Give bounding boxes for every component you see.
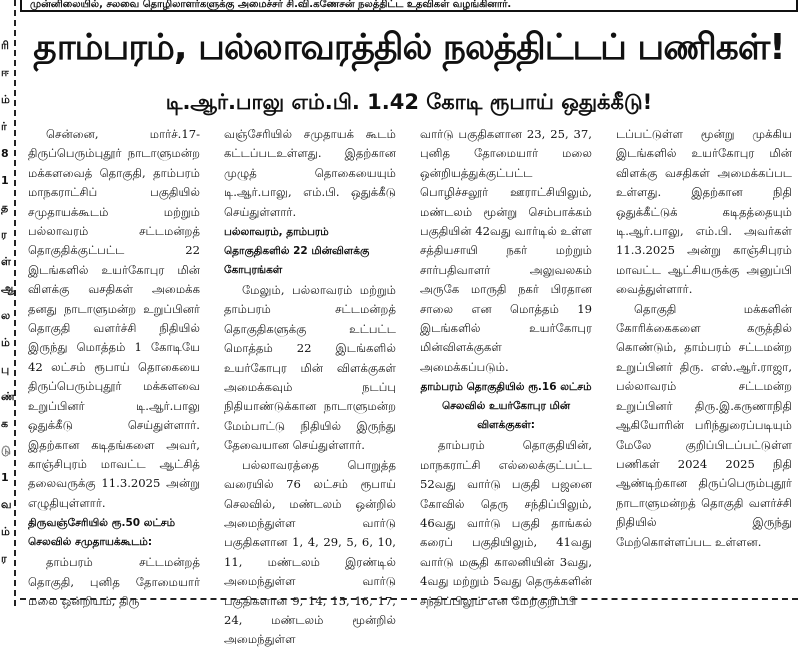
adjacent-text-fragment: ர — [1, 552, 7, 565]
adjacent-text-fragment: த — [1, 201, 9, 214]
section-subheading: தாம்பரம் தொகுதியில் ரூ.16 லட்சம் செலவில் உயர்கோபுர மின் விளக்குகள்: — [420, 381, 592, 432]
paragraph: தாம்பரம் தொகுதியின், மாநகராட்சி எல்லைக்குட்பட்ட 52வது வார்டு பகுதி பஜனை கோவில் தெரு சந்திப்பிலும், 46வது வார்டு பகுதி தாங்கல் கரைப் பகுதியிலும், 41வது வார்டு மசூதி காலனியின் 3வது, 4வது மற்றும் 5வது தெருக்களின் சந்திப்பிலும் என மேற்குறிப்பி — [420, 438, 592, 608]
article-column-3 — [420, 125, 592, 608]
article-body — [28, 125, 798, 647]
adjacent-text-fragment: ம் — [1, 336, 10, 349]
adjacent-text-fragment: ண் — [1, 390, 15, 403]
paragraph: வஞ்சேரியில் சமுதாயக் கூடம் கட்டப்படஉள்ளது. இதற்கான முழுத் தொகையையும் டி.ஆர்.பாலு, எம்.பி. ஒதுக்கீடு செய்துள்ளார். — [224, 127, 396, 219]
bottom-divider — [20, 598, 798, 600]
paragraph: சென்னை, மார்ச்.17- திருப்பெரும்புதூர் நாடாளுமன்ற மக்களவைத் தொகுதி, தாம்பரம் மாநகராட்சிப் பகுதியில் சமுதாயக்கூடம் மற்றும் பல்லாவரம் சட்டமன்றத் தொகுதிக்குட்பட்ட 22 இடங்களில் உயர்கோபுர மின் விளக்கு வசதிகள் அமைக்க தனது நாடாளுமன்ற உறுப்பினர் தொகுதி வளர்ச்சி நிதியில் இருந்து மொத்தம் 1 கோடியே 42 லட்சம் ரூபாய் தொகையை திருப்பெரும்புதூர் மக்களவை உறுப்பினர் டி.ஆர்.பாலு ஒதுக்கீடு செய்துள்ளார். இதற்கான கடிதங்களை அவர், காஞ்சிபுரம் மாவட்ட ஆட்சித் தலைவருக்கு 11.3.2025 அன்று எழுதியுள்ளார். — [28, 127, 200, 510]
paragraph: தாம்பரம் சட்டமன்றத் தொகுதி, புனித தோமையார் மலை ஒன்றியம், திரு — [28, 555, 200, 608]
paragraph: பல்லாவரத்தை பொறுத்த வரையில் 76 லட்சம் ரூபாய் செலவில், மண்டலம் ஒன்றில் அமைந்துள்ள வார்டு பகுதிகளான 1, 4, 29, 5, 6, 10, 11, மண்டலம் இரண்டில் அமைந்துள்ள வார்டு பகுதிகளான 9, 14, 15, 16, 17, 24, மண்டலம் மூன்றில் அமைந்துள்ள — [224, 457, 396, 647]
adjacent-text-fragment: டு — [1, 444, 11, 457]
adjacent-text-fragment: பு — [1, 363, 10, 376]
paragraph: டப்பட்டுள்ள மூன்று முக்கிய இடங்களில் உயர்கோபுர மின் விளக்கு வசதிகள் அமைக்கப்பட உள்ளது. இதற்கான நிதி ஒதுக்கீட்டுக் கடிதத்தையும் டி.ஆர்.பாலு, எம்.பி. அவர்கள் 11.3.2025 அன்று காஞ்சிபுரம் மாவட்ட ஆட்சியருக்கு அனுப்பி வைத்துள்ளார். — [616, 127, 792, 297]
article-column-4 — [616, 125, 792, 595]
previous-article-caption: முன்னிலையில், சலவை தொழிலாளர்களுக்கு அமைச்சர் சி.வி.கணேசன் நலத்திட்ட உதவிகள் வழங்கினார். — [20, 0, 798, 12]
article-subheadline: டி.ஆர்.பாலு எம்.பி. 1.42 கோடி ரூபாய் ஒதுக்கீடு! — [165, 90, 653, 114]
paragraph: தொகுதி மக்களின் கோரிக்கைகளை கருத்தில் கொண்டும், தாம்பரம் சட்டமன்ற உறுப்பினர் திரு. எஸ்.ஆர்.ராஜா, பல்லாவரம் சட்டமன்ற உறுப்பினர் திரு.இ.கருணாநிதி ஆகியோரின் பரிந்துரைப்படியும் மேலே குறிப்பிடப்பட்டுள்ள பணிகள் 2024 2025 நிதி ஆண்டிற்கான திருப்பெரும்புதூர் நாடாளுமன்றத் தொகுதி வளர்ச்சி நிதியில் இருந்து மேற்கொள்ளப்பட உள்ளன. — [616, 301, 792, 549]
article-column-2 — [224, 125, 396, 647]
adjacent-column-strip — [0, 0, 16, 606]
adjacent-text-fragment: க — [1, 417, 9, 430]
adjacent-text-fragment: ம் — [1, 525, 10, 538]
section-subheading: பல்லாவரம், தாம்பரம் தொகுதிகளில் 22 மின்விளக்கு கோபுரங்கள் — [224, 226, 370, 277]
paragraph: வார்டு பகுதிகளான 23, 25, 37, புனித தோமையார் மலை ஒன்றியத்துக்குட்பட்ட பொழிச்சலூர் ஊராட்சியிலும், மண்டலம் மூன்று செம்பாக்கம் பகுதியின் 42வது வார்டில் உள்ள சத்தியசாயி நகர் மற்றும் சார்பதிவாளர் அலுவலகம் அருகே மாருதி நகர் பிரதான சாலை என மொத்தம் 19 இடங்களில் உயர்கோபுர மின்விளக்குகள் அமைக்கப்படும். — [420, 127, 592, 374]
adjacent-text-fragment: ல — [1, 309, 11, 322]
adjacent-text-fragment: ம் — [1, 93, 10, 106]
adjacent-text-fragment: 1 — [1, 174, 9, 187]
adjacent-text-fragment: ர — [1, 228, 7, 241]
article-column-1 — [28, 125, 200, 608]
article-headline: தாம்பரம், பல்லாவரத்தில் நலத்திட்டப் பணிகள்! — [33, 27, 785, 68]
adjacent-text-fragment: ஆ — [1, 282, 15, 295]
adjacent-text-fragment: ஈ — [1, 66, 9, 79]
adjacent-text-fragment: ரி — [1, 39, 9, 52]
paragraph: மேலும், பல்லாவரம் மற்றும் தாம்பரம் சட்டமன்றத் தொகுதிகளுக்கு உட்பட்ட மொத்தம் 22 இடங்களில் உயர்கோபுர மின் விளக்குகள் அமைக்கவும் நடப்பு நிதியாண்டுக்கான நாடாளுமன்ற மேம்பாட்டு நிதியில் இருந்து தேவையான செய்துள்ளார். — [224, 283, 396, 453]
adjacent-text-fragment: ர் — [1, 120, 7, 133]
adjacent-text-fragment: 8 — [1, 147, 9, 160]
adjacent-text-fragment: ள் — [1, 255, 11, 268]
section-subheading: திருவஞ்சேரியில் ரூ.50 லட்சம் செலவில் சமுதாயக்கூடம்: — [28, 517, 176, 549]
adjacent-text-fragment: 1 — [1, 471, 9, 484]
adjacent-text-fragment: வ — [1, 498, 12, 511]
